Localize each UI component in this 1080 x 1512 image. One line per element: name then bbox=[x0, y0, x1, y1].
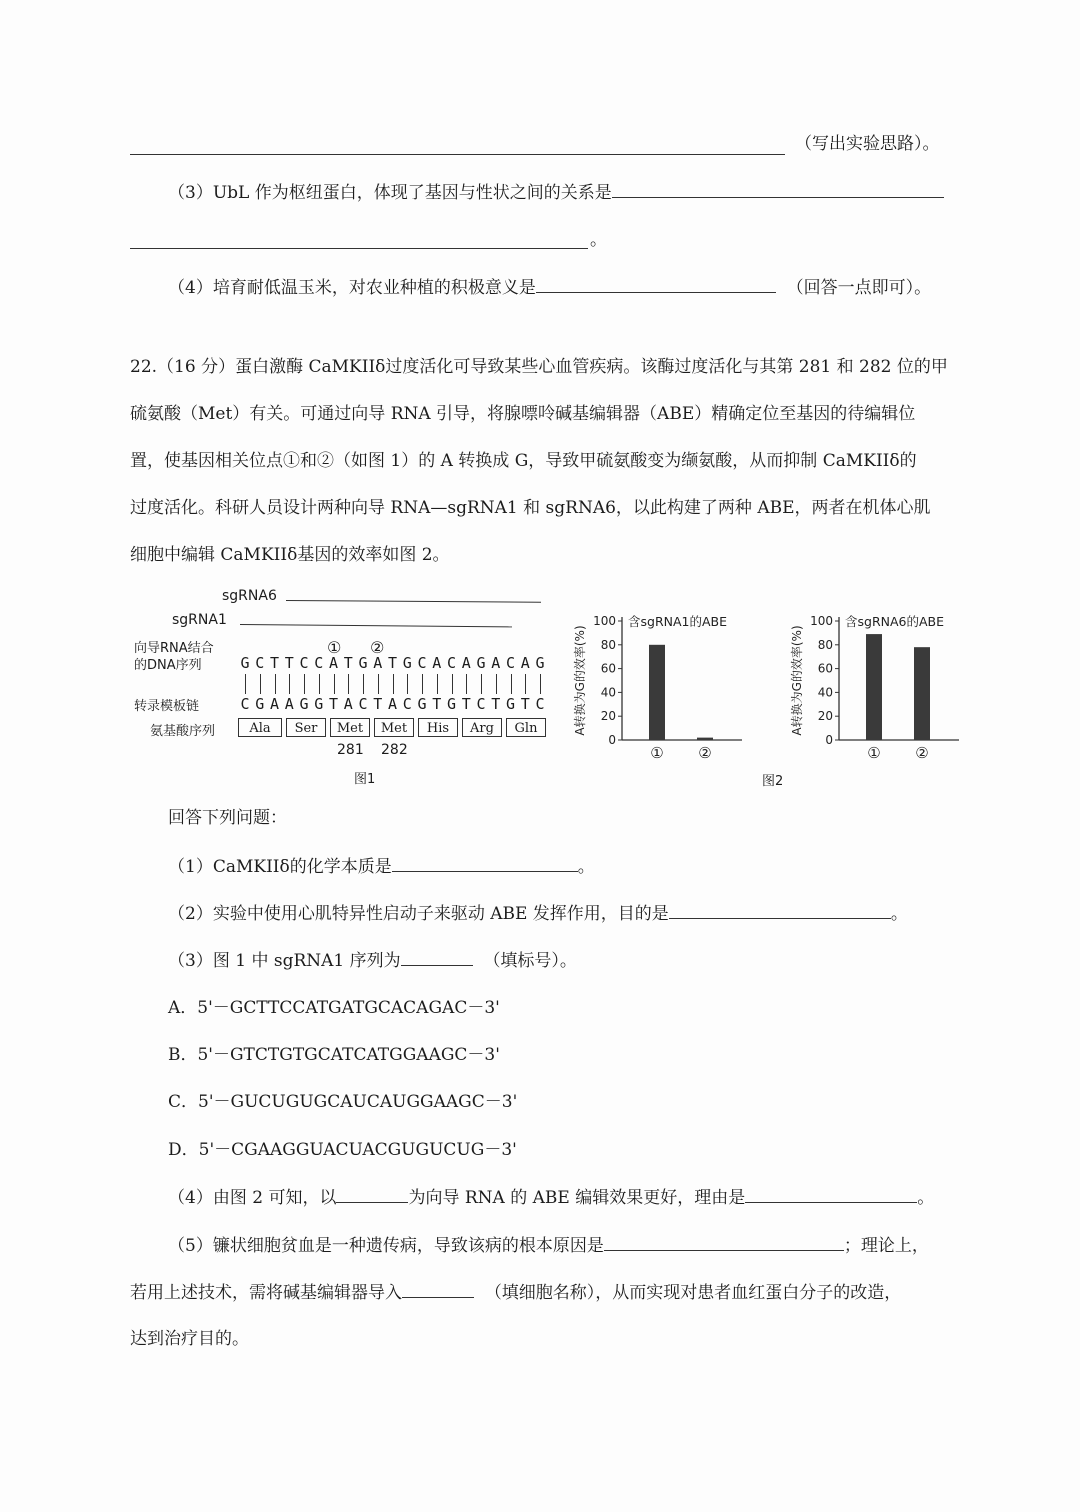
y-tick-label: 60 bbox=[600, 661, 616, 676]
base-pair-bond bbox=[275, 674, 276, 694]
y-tick-label: 100 bbox=[810, 614, 833, 628]
dna-base: C bbox=[255, 654, 265, 672]
sgRNA1-label: sgRNA1 bbox=[172, 612, 227, 628]
amino-acid-box: Ser bbox=[286, 718, 326, 737]
base-pair-bond bbox=[319, 674, 320, 694]
dna-base: A bbox=[328, 654, 339, 672]
template-base: G bbox=[299, 695, 309, 713]
template-base: G bbox=[446, 695, 457, 713]
question-3: （3）图 1 中 sgRNA1 序列为 （填标号）。 bbox=[168, 948, 577, 973]
base-pair-bond bbox=[260, 674, 261, 694]
dna-base: T bbox=[269, 654, 280, 672]
punctuation: 。 bbox=[590, 230, 607, 250]
template-base: T bbox=[328, 695, 339, 713]
base-pair-bond bbox=[393, 674, 394, 694]
template-base: T bbox=[461, 695, 471, 713]
dna-base: C bbox=[314, 654, 324, 672]
dna-base: A bbox=[520, 654, 530, 672]
position-282: 282 bbox=[381, 742, 408, 758]
dna-base: C bbox=[299, 654, 309, 672]
template-base: G bbox=[255, 695, 265, 713]
template-base: G bbox=[417, 695, 427, 713]
y-tick-label: 20 bbox=[817, 709, 833, 724]
question-4: （4）由图 2 可知，以 为向导 RNA 的 ABE 编辑效果更好，理由是 。 bbox=[168, 1185, 934, 1210]
question-5-line-3: 达到治疗目的。 bbox=[130, 1329, 249, 1349]
base-pair-bond bbox=[437, 674, 438, 694]
bar bbox=[914, 647, 930, 740]
amino-acid-box-met-282: Met bbox=[374, 718, 414, 737]
amino-acid-box: Ala bbox=[238, 718, 282, 737]
template-base: A bbox=[343, 695, 353, 713]
amino-acid-box: His bbox=[418, 718, 458, 737]
figure-1-caption: 图1 bbox=[354, 772, 376, 787]
question-2: （2）实验中使用心肌特异性启动子来驱动 ABE 发挥作用，目的是 。 bbox=[168, 901, 908, 926]
category-label: ② bbox=[915, 744, 929, 762]
figure-2-caption: 图2 bbox=[762, 774, 784, 789]
dna-base: G bbox=[476, 654, 486, 672]
y-tick-label: 20 bbox=[600, 709, 616, 724]
dna-base: A bbox=[491, 654, 501, 672]
amino-acid-box: Arg bbox=[462, 718, 502, 737]
dna-base: G bbox=[240, 654, 250, 672]
bar bbox=[649, 645, 665, 740]
q22-stem-line: 过度活化。科研人员设计两种向导 RNA—sgRNA1 和 sgRNA6，以此构建了两种 ABE，两者在机体心肌 bbox=[130, 498, 931, 518]
dna-label: 向导RNA结合 的DNA序列 bbox=[134, 641, 214, 673]
position-281: 281 bbox=[337, 742, 364, 758]
base-pair-bond bbox=[289, 674, 290, 694]
figure-2-charts bbox=[565, 600, 975, 790]
template-base: C bbox=[476, 695, 486, 713]
base-pair-bond bbox=[334, 674, 335, 694]
bar bbox=[866, 634, 882, 740]
sgRNA1-line bbox=[240, 624, 512, 627]
base-pair-bond bbox=[540, 674, 541, 694]
sgRNA6-line bbox=[286, 600, 541, 603]
q22-stem-line: 22.（16 分）蛋白激酶 CaMKIIδ过度活化可导致某些心血管疾病。该酶过度活化与其第 281 和 282 位的甲 bbox=[130, 357, 948, 377]
y-axis-label: A转换为G的效率(%) bbox=[573, 625, 587, 736]
answer-blank bbox=[130, 154, 785, 155]
template-base: C bbox=[240, 695, 250, 713]
category-label: ① bbox=[867, 744, 881, 762]
option-a: A．5'－GCTTCCATGATGCACAGAC－3' bbox=[168, 998, 500, 1018]
option-d: D．5'－CGAAGGUACUACGUGUCUG－3' bbox=[168, 1140, 517, 1160]
base-pair-bond bbox=[245, 674, 246, 694]
template-base: C bbox=[358, 695, 368, 713]
base-pair-bond bbox=[348, 674, 349, 694]
template-base: C bbox=[402, 695, 412, 713]
base-pair-bond bbox=[481, 674, 482, 694]
answer-blank bbox=[130, 248, 588, 249]
template-base: A bbox=[269, 695, 280, 713]
dna-base: A bbox=[432, 654, 442, 672]
base-pair-bond bbox=[363, 674, 364, 694]
template-base: A bbox=[387, 695, 398, 713]
y-axis-label: A转换为G的效率(%) bbox=[790, 625, 804, 736]
chart-title: 含sgRNA1的ABE bbox=[628, 614, 728, 629]
dna-base: C bbox=[417, 654, 427, 672]
instruction-text: （写出实验思路）。 bbox=[795, 134, 940, 154]
dna-base: C bbox=[505, 654, 516, 672]
dna-base: T bbox=[284, 654, 294, 672]
template-base: C bbox=[535, 695, 545, 713]
amino-acid-label: 氨基酸序列 bbox=[150, 724, 216, 739]
template-base: T bbox=[432, 695, 442, 713]
questions-intro: 回答下列问题： bbox=[168, 808, 287, 828]
question-1: （1）CaMKIIδ的化学本质是 。 bbox=[168, 854, 595, 879]
template-base: T bbox=[520, 695, 530, 713]
dna-base: G bbox=[535, 654, 545, 672]
template-base: T bbox=[491, 695, 501, 713]
y-tick-label: 100 bbox=[593, 614, 616, 628]
q21-4-text: （4）培育耐低温玉米，对农业种植的积极意义是 （回答一点即可）。 bbox=[168, 275, 931, 300]
category-label: ② bbox=[698, 744, 712, 762]
chart-title: 含sgRNA6的ABE bbox=[845, 614, 945, 629]
site-1-marker: ① bbox=[327, 638, 342, 657]
option-c: C．5'－GUCUGUGCAUCAUGGAAGC－3' bbox=[168, 1092, 518, 1112]
base-pair-bond bbox=[422, 674, 423, 694]
y-tick-label: 0 bbox=[825, 733, 833, 747]
q22-stem-line: 硫氨酸（Met）有关。可通过向导 RNA 引导，将腺嘌呤碱基编辑器（ABE）精确定位至基因的待编辑位 bbox=[130, 404, 916, 424]
dna-base: A bbox=[461, 654, 471, 672]
base-pair-bond bbox=[378, 674, 379, 694]
template-base: A bbox=[284, 695, 294, 713]
template-base: G bbox=[505, 695, 516, 713]
category-label: ① bbox=[650, 744, 664, 762]
dna-base: G bbox=[402, 654, 412, 672]
site-2-marker: ② bbox=[370, 638, 385, 657]
y-tick-label: 40 bbox=[817, 685, 833, 700]
y-tick-label: 80 bbox=[817, 637, 833, 652]
base-pair-bond bbox=[511, 674, 512, 694]
y-tick-label: 40 bbox=[600, 685, 616, 700]
y-tick-label: 60 bbox=[817, 661, 833, 676]
template-base: T bbox=[373, 695, 383, 713]
amino-acid-box-met-281: Met bbox=[330, 718, 370, 737]
y-tick-label: 0 bbox=[608, 733, 616, 747]
y-tick-label: 80 bbox=[600, 637, 616, 652]
dna-base: A bbox=[373, 654, 383, 672]
dna-base: G bbox=[358, 654, 368, 672]
q21-3-text: （3）UbL 作为枢纽蛋白，体现了基因与性状之间的关系是 bbox=[168, 180, 944, 205]
base-pair-bond bbox=[496, 674, 497, 694]
dna-base: C bbox=[446, 654, 457, 672]
q22-stem-line: 细胞中编辑 CaMKIIδ基因的效率如图 2。 bbox=[130, 545, 450, 565]
dna-base: T bbox=[343, 654, 353, 672]
question-5: （5）镰状细胞贫血是一种遗传病，导致该病的根本原因是 ；理论上， bbox=[168, 1233, 929, 1258]
base-pair-bond bbox=[452, 674, 453, 694]
base-pair-bond bbox=[525, 674, 526, 694]
amino-acid-box: Gln bbox=[506, 718, 546, 737]
base-pair-bond bbox=[466, 674, 467, 694]
base-pair-bond bbox=[407, 674, 408, 694]
template-label: 转录模板链 bbox=[134, 699, 200, 714]
option-b: B．5'－GTCTGTGCATCATGGAAGC－3' bbox=[168, 1045, 500, 1065]
sgRNA6-label: sgRNA6 bbox=[222, 588, 277, 604]
question-5-line-2: 若用上述技术，需将碱基编辑器导入 （填细胞名称），从而实现对患者血红蛋白分子的改造， bbox=[130, 1280, 901, 1305]
template-base: G bbox=[314, 695, 324, 713]
base-pair-bond bbox=[304, 674, 305, 694]
q22-stem-line: 置，使基因相关位点①和②（如图 1）的 A 转换成 G，导致甲硫氨酸变为缬氨酸，从而抑制 CaMKIIδ的 bbox=[130, 451, 917, 471]
bar bbox=[697, 738, 713, 740]
dna-base: T bbox=[387, 654, 398, 672]
